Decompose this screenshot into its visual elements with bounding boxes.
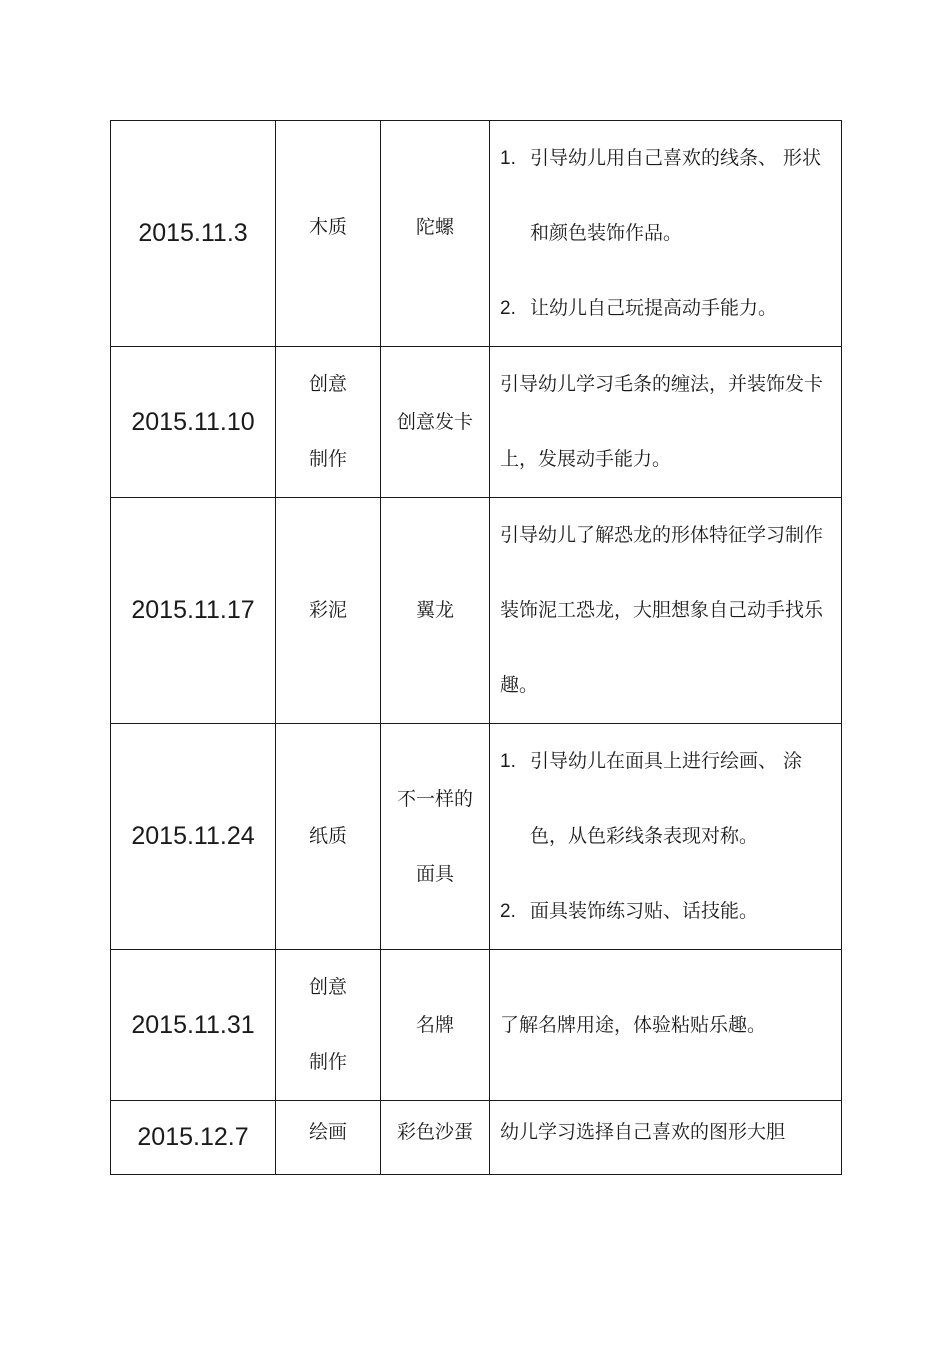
goal-text: 引导幼儿用自己喜欢的线条、 形状和颜色装饰作品。	[530, 147, 822, 244]
work-cell	[381, 121, 490, 347]
goal-list	[500, 121, 841, 346]
work-cell	[381, 347, 490, 498]
material-cell	[276, 121, 381, 347]
work-text: 翼龙	[415, 599, 454, 621]
date-cell	[111, 950, 276, 1101]
goal-list	[500, 724, 841, 949]
date-cell	[111, 347, 276, 498]
work-cell	[381, 498, 490, 724]
material-cell	[276, 1101, 381, 1175]
work-text: 不一样的面具	[397, 787, 474, 885]
work-text: 名牌	[415, 1013, 454, 1036]
date-text: 2015.12.7	[137, 1123, 249, 1151]
material-text: 纸质	[308, 825, 347, 847]
date-cell	[111, 498, 276, 724]
table-row	[111, 498, 842, 724]
table-row	[111, 950, 842, 1101]
goal-text: 引导幼儿学习毛条的缠法，并装饰发卡上，发展动手能力。	[500, 373, 824, 470]
goal-cell	[490, 347, 842, 498]
date-text: 2015.11.24	[131, 822, 255, 850]
goal-list-item	[500, 271, 841, 346]
date-text: 2015.11.31	[131, 1010, 255, 1039]
material-cell	[276, 498, 381, 724]
work-cell	[381, 1101, 490, 1175]
date-cell	[111, 724, 276, 950]
work-text: 彩色沙蛋	[396, 1121, 473, 1143]
date-cell	[111, 1101, 276, 1175]
work-cell	[381, 724, 490, 950]
date-text: 2015.11.3	[138, 219, 248, 247]
goal-list-item	[500, 724, 841, 874]
goal-text: 面具装饰练习贴、话技能。	[530, 900, 759, 922]
date-text: 2015.11.10	[131, 407, 255, 436]
goal-cell	[490, 950, 842, 1101]
goal-cell	[490, 1101, 842, 1175]
goal-number: 2.	[500, 298, 516, 319]
table-row	[111, 1101, 842, 1175]
goal-text: 引导幼儿了解恐龙的形体特征学习制作装饰泥工恐龙，大胆想象自己动手找乐趣。	[500, 524, 824, 696]
goal-number: 1.	[500, 751, 516, 772]
goal-list-item	[500, 121, 841, 271]
material-text: 彩泥	[308, 599, 347, 621]
activity-table	[110, 120, 842, 1175]
goal-text: 引导幼儿在面具上进行绘画、 涂色，从色彩线条表现对称。	[530, 750, 803, 847]
material-cell	[276, 724, 381, 950]
work-cell	[381, 950, 490, 1101]
work-text: 创意发卡	[396, 410, 473, 433]
material-cell	[276, 347, 381, 498]
material-text: 木质	[308, 216, 347, 238]
goal-list-item	[500, 874, 841, 949]
material-text: 绘画	[308, 1121, 347, 1143]
goal-number: 1.	[500, 148, 516, 169]
date-cell	[111, 121, 276, 347]
material-text: 创意制作	[308, 373, 347, 470]
material-cell	[276, 950, 381, 1101]
table-row	[111, 121, 842, 347]
goal-cell	[490, 498, 842, 724]
work-text: 陀螺	[415, 216, 454, 238]
date-text: 2015.11.17	[131, 596, 255, 624]
goal-text: 了解名牌用途，体验粘贴乐趣。	[500, 1013, 767, 1036]
table-row	[111, 724, 842, 950]
table-row	[111, 347, 842, 498]
material-text: 创意制作	[308, 976, 347, 1073]
goal-cell	[490, 724, 842, 950]
goal-cell	[490, 121, 842, 347]
goal-text: 让幼儿自己玩提高动手能力。	[530, 297, 778, 319]
goal-text: 幼儿学习选择自己喜欢的图形大胆	[500, 1121, 786, 1143]
goal-number: 2.	[500, 901, 516, 922]
